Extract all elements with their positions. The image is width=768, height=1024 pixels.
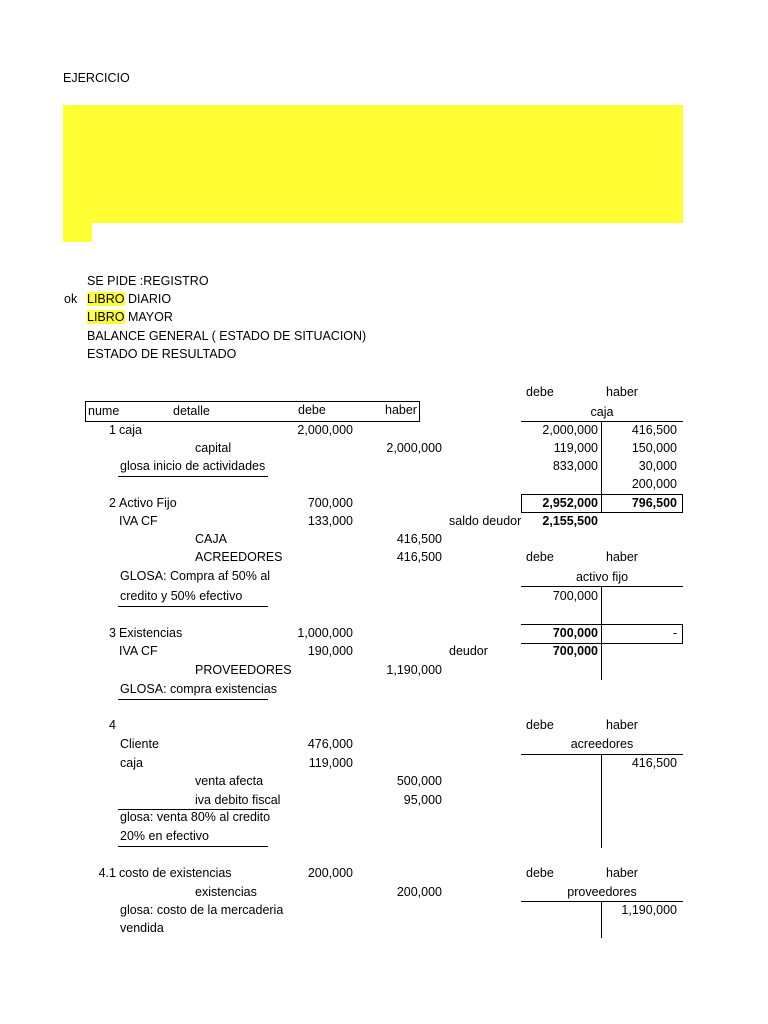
caja-total-credit: 796,500 <box>631 496 677 510</box>
t-account-title-caja: caja <box>590 405 614 419</box>
account-debit: IVA CF <box>119 514 158 528</box>
ledger-debe-label: debe <box>526 866 554 880</box>
glosa-underline <box>118 846 268 847</box>
account-debit: Activo Fijo <box>119 496 177 510</box>
account-debit: costo de existencias <box>119 866 232 880</box>
entry-number: 4 <box>109 718 116 732</box>
credit-amount: 200,000 <box>396 885 442 899</box>
account-credit: venta afecta <box>195 774 264 788</box>
totals-bottom-line <box>521 643 683 644</box>
t-account-top <box>521 586 683 587</box>
glosa: glosa: venta 80% al credito <box>120 810 271 824</box>
caja-credit: 416,500 <box>631 423 677 437</box>
t-account-divider <box>601 901 602 938</box>
ledger-debe-label: debe <box>526 385 554 399</box>
credit-amount: 416,500 <box>396 550 442 564</box>
debit-amount: 1,000,000 <box>297 626 353 640</box>
glosa: credito y 50% efectivo <box>120 589 243 603</box>
credit-amount: 95,000 <box>403 793 442 807</box>
account-debit: caja <box>119 423 142 437</box>
ledger-haber-label: haber <box>606 866 638 880</box>
credit-amount: 500,000 <box>396 774 442 788</box>
t-account-divider <box>601 586 602 680</box>
debit-amount: 200,000 <box>307 866 353 880</box>
caja-credit: 150,000 <box>631 441 677 455</box>
exercise-highlight-block <box>63 105 683 223</box>
caja-debit: 2,000,000 <box>542 423 598 437</box>
caja-saldo: 2,155,500 <box>542 514 598 528</box>
caja-credit: 200,000 <box>631 477 677 491</box>
mayor-word: MAYOR <box>124 310 173 324</box>
debit-amount: 133,000 <box>307 514 353 528</box>
glosa: GLOSA: Compra af 50% al <box>120 569 271 583</box>
journal-header-box <box>85 401 420 422</box>
acreedores-credit: 416,500 <box>631 756 677 770</box>
activo-fijo-saldo: 700,000 <box>552 644 598 658</box>
account-debit: IVA CF <box>119 644 158 658</box>
journal-header-detalle: detalle <box>173 404 210 418</box>
entry-number: 4.1 <box>98 866 116 880</box>
debit-amount: 119,000 <box>308 756 353 770</box>
account-credit: ACREEDORES <box>195 550 283 564</box>
libro-word: LIBRO <box>87 292 125 306</box>
t-account-top <box>521 754 683 755</box>
ok-mark: ok <box>64 292 78 306</box>
journal-header-debe: debe <box>298 403 326 417</box>
account-debit: Existencias <box>119 626 183 640</box>
req-libro-diario <box>87 293 171 306</box>
t-account-divider <box>601 754 602 848</box>
ledger-haber-label: haber <box>606 550 638 564</box>
glosa: vendida <box>120 921 164 935</box>
glosa: GLOSA: compra existencias <box>120 682 278 696</box>
entry-number: 2 <box>109 496 116 510</box>
se-pide-header: SE PIDE :REGISTRO <box>87 274 209 288</box>
account-debit: Cliente <box>120 737 159 751</box>
activo-fijo-debit: 700,000 <box>552 589 598 603</box>
ledger-haber-label: haber <box>606 718 638 732</box>
ledger-debe-label: debe <box>526 550 554 564</box>
account-credit: CAJA <box>195 532 227 546</box>
debit-amount: 190,000 <box>307 644 353 658</box>
libro-word: LIBRO <box>87 310 125 324</box>
caja-debit: 833,000 <box>552 459 598 473</box>
t-account-top <box>521 901 683 902</box>
diario-word: DIARIO <box>124 292 172 306</box>
req-libro-mayor <box>87 311 173 324</box>
t-account-title-activo-fijo: activo fijo <box>575 570 629 584</box>
activo-fijo-total-debit: 700,000 <box>552 626 598 640</box>
caja-credit: 30,000 <box>638 459 677 473</box>
t-account-title-proveedores: proveedores <box>567 885 637 899</box>
glosa: 20% en efectivo <box>120 829 209 843</box>
proveedores-credit: 1,190,000 <box>621 903 677 917</box>
debit-amount: 2,000,000 <box>297 423 353 437</box>
glosa-underline <box>118 699 268 700</box>
t-account-top <box>521 421 683 422</box>
journal-header-haber: haber <box>385 403 417 417</box>
caja-total-debit: 2,952,000 <box>542 496 598 510</box>
account-debit: caja <box>120 756 143 770</box>
account-credit: existencias <box>195 885 257 899</box>
activo-fijo-total-credit: - <box>672 626 677 640</box>
ledger-haber-label: haber <box>606 385 638 399</box>
caja-saldo-label: saldo deudor <box>449 514 522 528</box>
glosa-underline <box>118 476 268 477</box>
entry-number: 1 <box>109 423 116 437</box>
account-credit: iva debito fiscal <box>195 793 281 807</box>
account-credit: PROVEEDORES <box>195 663 292 677</box>
credit-amount: 1,190,000 <box>386 663 442 677</box>
debit-amount: 700,000 <box>307 496 353 510</box>
credit-amount: 416,500 <box>396 532 442 546</box>
debit-amount: 476,000 <box>307 737 353 751</box>
activo-fijo-saldo-label: deudor <box>449 644 488 658</box>
exercise-highlight-tail <box>63 223 92 242</box>
account-credit: capital <box>195 441 232 455</box>
caja-debit: 119,000 <box>553 441 598 455</box>
totals-right-edge <box>682 624 683 643</box>
entry-number: 3 <box>109 626 116 640</box>
journal-header-nume: nume <box>88 404 120 418</box>
credit-amount: 2,000,000 <box>386 441 442 455</box>
ledger-debe-label: debe <box>526 718 554 732</box>
page-title: EJERCICIO <box>63 71 130 85</box>
req-balance: BALANCE GENERAL ( ESTADO DE SITUACION) <box>87 329 367 343</box>
totals-top-line <box>521 624 683 625</box>
glosa: glosa inicio de actividades <box>120 459 266 473</box>
req-resultado: ESTADO DE RESULTADO <box>87 347 237 361</box>
glosa-underline <box>118 606 268 607</box>
t-account-title-acreedores: acreedores <box>570 737 634 751</box>
glosa: glosa: costo de la mercaderia <box>120 903 284 917</box>
